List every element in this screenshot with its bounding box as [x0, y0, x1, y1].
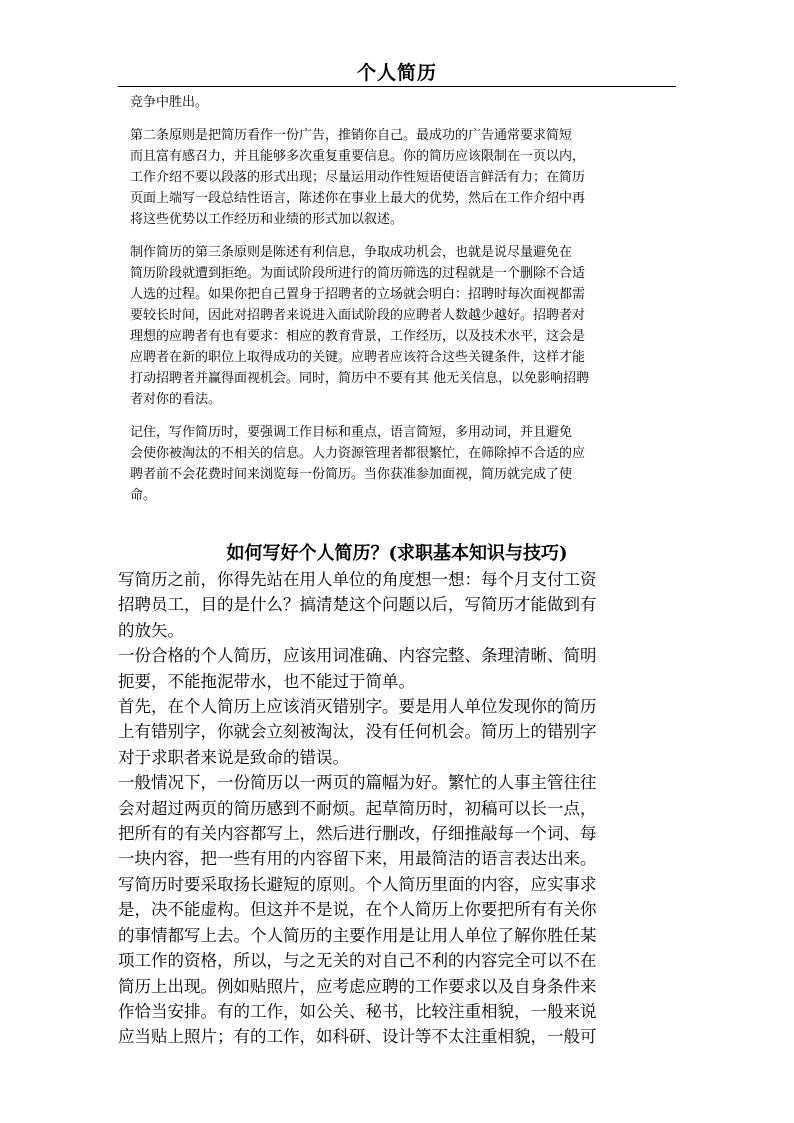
paragraph [118, 694, 678, 770]
text-line: 写简历时要采取扬长避短的原则。个人简历里面的内容，应实事求 [118, 874, 597, 894]
paragraph [118, 872, 678, 1050]
page-title: 个人简历 [356, 62, 437, 84]
paragraph [118, 643, 678, 694]
text-line: 记住，写作简历时，要强调工作目标和重点，语言简短，多用动词，并且避免 [130, 425, 573, 440]
text-line: 命。 [130, 488, 157, 503]
text-line: 将这些优势以工作经历和业绩的形式加以叙述。 [130, 212, 404, 227]
text-line: 应当贴上照片；有的工作，如科研、设计等不太注重相貌，一般可 [118, 1027, 597, 1047]
text-line: 对于求职者来说是致命的错误。 [118, 747, 349, 767]
text-line: 简历阶段就遭到拒绝。为面试阶段所进行的简历筛选的过程就是一个删除不合适 [130, 266, 586, 281]
text-line: 人选的过程。如果你把自己置身于招聘者的立场就会明白：招聘时每次面视都需 [130, 287, 586, 302]
text-line: 扼要，不能拖泥带水，也不能过于简单。 [118, 671, 415, 691]
text-line: 聘者前不会花费时间来浏览每一份简历。当你获准参加面视，简历就完成了使 [130, 467, 573, 482]
paragraph [130, 125, 660, 230]
text-line: 第二条原则是把简历看作一份广告，推销你自己。最成功的广告通常要求简短 [130, 128, 573, 143]
text-line: 打动招聘者并赢得面视机会。同时，简历中不要有其 他无关信息，以免影响招聘 [130, 371, 590, 386]
text-line: 要较长时间，因此对招聘者来说进入面试阶段的应聘者人数越少越好。招聘者对 [130, 308, 586, 323]
text-line: 应聘者在新的职位上取得成功的关键。应聘者应该符合这些关键条件，这样才能 [130, 350, 586, 365]
text-line: 制作简历的第三条原则是陈述有利信息，争取成功机会，也就是说尽量避免在 [130, 245, 573, 260]
text-line: 把所有的有关内容都写上，然后进行删改，仔细推敲每一个词、每 [118, 824, 597, 844]
text-line: 一般情况下，一份简历以一两页的篇幅为好。繁忙的人事主管往往 [118, 773, 597, 793]
text-line: 理想的应聘者有也有要求：相应的教育背景，工作经历，以及技术水平，这会是 [130, 329, 586, 344]
text-line: 招聘员工，目的是什么？搞清楚这个问题以后，写简历才能做到有 [118, 595, 597, 615]
text-line: 竞争中胜出。 [130, 95, 209, 110]
page-header [118, 56, 676, 87]
text-line: 一份合格的个人简历，应该用词准确、内容完整、条理清晰、简明 [118, 646, 597, 666]
text-line: 页面上端写一段总结性语言，陈述你在事业上最大的优势，然后在工作介绍中再 [130, 191, 586, 206]
text-line: 是，决不能虚构。但这并不是说，在个人简历上你要把所有有关你 [118, 900, 597, 920]
text-line: 工作介绍不要以段落的形式出现；尽量运用动作性短语使语言鲜活有力；在简历 [130, 170, 586, 185]
text-line: 会使你被淘汰的不相关的信息。人力资源管理者都很繁忙，在筛除掉不合适的应 [130, 446, 586, 461]
text-line: 会对超过两页的简历感到不耐烦。起草简历时，初稿可以长一点， [118, 798, 597, 818]
text-line: 作恰当安排。有的工作，如公关、秘书，比较注重相貌，一般来说 [118, 1001, 597, 1021]
text-line: 的放矢。 [118, 620, 184, 640]
paragraph [118, 770, 678, 872]
paragraph [130, 242, 660, 410]
text-line: 者对你的看法。 [130, 392, 222, 407]
section-title: 如何写好个人简历？(求职基本知识与技巧) [226, 543, 568, 564]
paragraph [118, 567, 678, 643]
text-line: 上有错别字，你就会立刻被淘汰，没有任何机会。简历上的错别字 [118, 722, 597, 742]
paragraph [130, 422, 660, 506]
text-line: 项工作的资格，所以，与之无关的对自己不利的内容完全可以不在 [118, 951, 597, 971]
text-line: 写简历之前，你得先站在用人单位的角度想一想：每个月支付工资 [118, 570, 597, 589]
text-line: 简历上出现。例如贴照片，应考虑应聘的工作要求以及自身条件来 [118, 976, 597, 996]
paragraph [130, 92, 660, 113]
text-line: 而且富有感召力，并且能够多次重复重要信息。你的简历应该限制在一页以内， [130, 149, 586, 164]
lower-text-block [118, 567, 678, 1050]
upper-text-block [130, 92, 660, 518]
text-line: 一块内容，把一些有用的内容留下来，用最简洁的语言表达出来。 [118, 849, 597, 869]
text-line: 的事情都写上去。个人简历的主要作用是让用人单位了解你胜任某 [118, 925, 597, 945]
text-line: 首先，在个人简历上应该消灭错别字。要是用人单位发现你的简历 [118, 697, 597, 717]
